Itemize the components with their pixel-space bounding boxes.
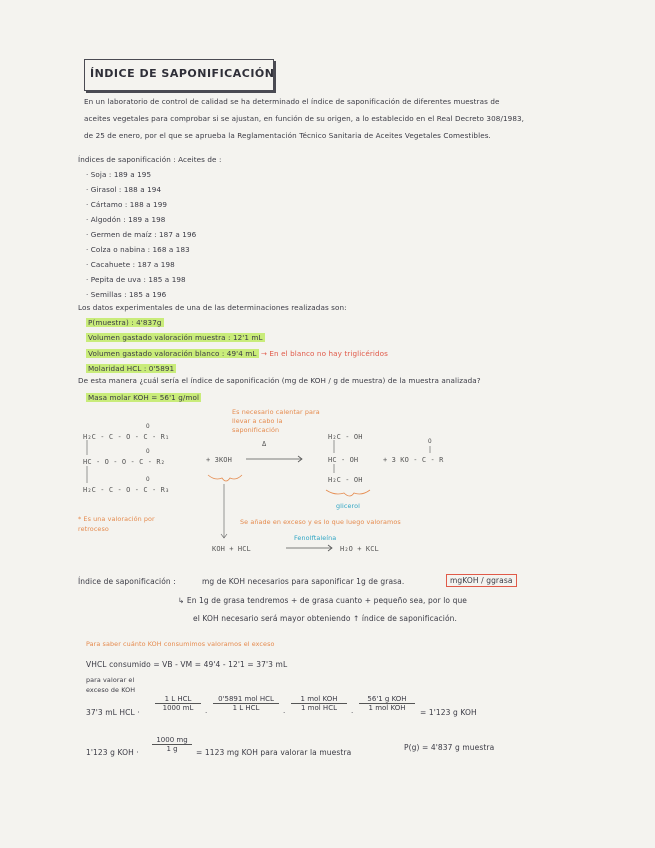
reagent-koh: + 3KOH <box>206 456 232 464</box>
dot: · <box>205 708 208 717</box>
calc-note-1: para valorar el <box>86 676 135 684</box>
factor-5-den: 1 g <box>166 745 178 753</box>
neutralization-right: H₂O + KCL <box>340 545 379 553</box>
oil-item: · Germen de maíz : 187 a 196 <box>86 230 197 239</box>
heat-note: Es necesario calentar para llevar a cabo la saponificación <box>232 408 320 434</box>
mass-value: P(muestra) : 4'837g <box>88 318 162 327</box>
volume-sample: Volumen gastado valoración muestra : 12'1 mL <box>88 333 263 342</box>
molar-mass: Masa molar KOH = 56'1 g/mol <box>88 393 200 402</box>
factor-1-den: 1000 mL <box>162 704 194 712</box>
definition-lead: Índice de saponificación : <box>78 577 176 586</box>
calc-result-2: = 1123 mg KOH para valorar la muestra <box>196 748 352 757</box>
glycerol-row-3: H₂C - OH <box>328 476 363 484</box>
vhcl-line: VHCL consumido = VB - VM = 49'4 - 12'1 = 37'3 mL <box>86 660 288 669</box>
indicator-label: Fenolftaleína <box>294 534 337 542</box>
oil-item: · Soja : 189 a 195 <box>86 170 152 179</box>
oil-item: · Colza o nabina : 168 a 183 <box>86 245 190 254</box>
soap-product: + 3 KO - C - R <box>383 456 444 464</box>
molarity-value: Molaridad HCL : 0'5891 <box>88 364 175 373</box>
volume-blank: Volumen gastado valoración blanco : 49'4 mL <box>88 349 257 358</box>
glycerol-row-1: H₂C - OH <box>328 433 363 441</box>
svg-text:O: O <box>146 423 150 430</box>
glicerol-label: glicerol <box>336 502 361 510</box>
intro-line-3: de 25 de enero, por el que se aprueba la Reglamentación Técnico Sanitaria de Aceites Vegetales Comestibles. <box>84 131 491 140</box>
factor-1-num: 1 L HCL <box>155 695 201 704</box>
svg-text:O: O <box>146 476 150 483</box>
dot: · <box>283 708 286 717</box>
glycerol-row-2: HC - OH <box>328 456 359 464</box>
oil-item: · Semillas : 185 a 196 <box>86 290 167 299</box>
definition-unit: mgKOH / ggrasa <box>446 574 517 587</box>
triglyceride-row-1: H₂C - C - O - C - R₁ <box>83 433 170 441</box>
definition-text: mg de KOH necesarios para saponificar 1g de grasa. <box>202 577 405 586</box>
calc-note-2: exceso de KOH <box>86 686 136 694</box>
svg-text:O: O <box>428 438 432 445</box>
experimental-heading: Los datos experimentales de una de las determinaciones realizadas son: <box>78 303 347 312</box>
calc-lhs: 37'3 mL HCL · <box>86 708 140 717</box>
sample-mass: P(g) = 4'837 g muestra <box>404 743 495 752</box>
factor-3-den: 1 mol HCL <box>300 704 337 712</box>
oil-item: · Algodón : 189 a 198 <box>86 215 166 224</box>
oil-item: · Pepita de uva : 185 a 198 <box>86 275 186 284</box>
svg-text:O: O <box>146 448 150 455</box>
triglyceride-row-2: HC - O - O - C - R₂ <box>83 458 165 466</box>
intro-line-2: aceites vegetales para comprobar si se ajustan, en función de su origen, a lo establecido en el Real Decreto 308/1983, <box>84 114 525 123</box>
factor-2-num: 0'5891 mol HCL <box>213 695 279 704</box>
oil-item: · Girasol : 188 a 194 <box>86 185 162 194</box>
oils-heading: Índices de saponificación : Aceites de : <box>78 155 222 164</box>
neutralization-left: KOH + HCL <box>212 545 251 553</box>
oil-item: · Cacahuete : 187 a 198 <box>86 260 175 269</box>
question: De esta manera ¿cuál sería el índice de saponificación (mg de KOH / g de muestra) de la muestra analizada? <box>78 376 481 385</box>
back-titration-note: * Es una valoración por retroceso <box>78 515 155 533</box>
definition-line-3: el KOH necesario será mayor obteniendo ↑ índice de saponificación. <box>193 614 457 623</box>
factor-4-den: 1 mol KOH <box>368 704 406 712</box>
factor-3-num: 1 mol KOH <box>291 695 347 704</box>
definition-line-2: ↳ En 1g de grasa tendremos + de grasa cuanto + pequeño sea, por lo que <box>178 596 468 605</box>
oil-item: · Cártamo : 188 a 199 <box>86 200 168 209</box>
calc-heading: Para saber cuánto KOH consumimos valoramos el exceso <box>86 640 275 648</box>
factor-5-num: 1000 mg <box>152 736 192 745</box>
intro-line-1: En un laboratorio de control de calidad se ha determinado el índice de saponificación de diferentes muestras de <box>84 97 500 106</box>
calc-result-1: = 1'123 g KOH <box>420 708 477 717</box>
delta-symbol: Δ <box>262 440 267 448</box>
page-title: ÍNDICE DE SAPONIFICACIÓN <box>90 67 275 80</box>
blank-note: → En el blanco no hay triglicéridos <box>260 349 389 358</box>
factor-2-den: 1 L HCL <box>232 704 260 712</box>
factor-4-num: 56'1 g KOH <box>359 695 415 704</box>
excess-note: Se añade en exceso y es lo que luego valoramos <box>240 518 401 526</box>
triglyceride-row-3: H₂C - C - O - C - R₃ <box>83 486 170 494</box>
dot: · <box>351 708 354 717</box>
calc-lhs-2: 1'123 g KOH · <box>86 748 139 757</box>
